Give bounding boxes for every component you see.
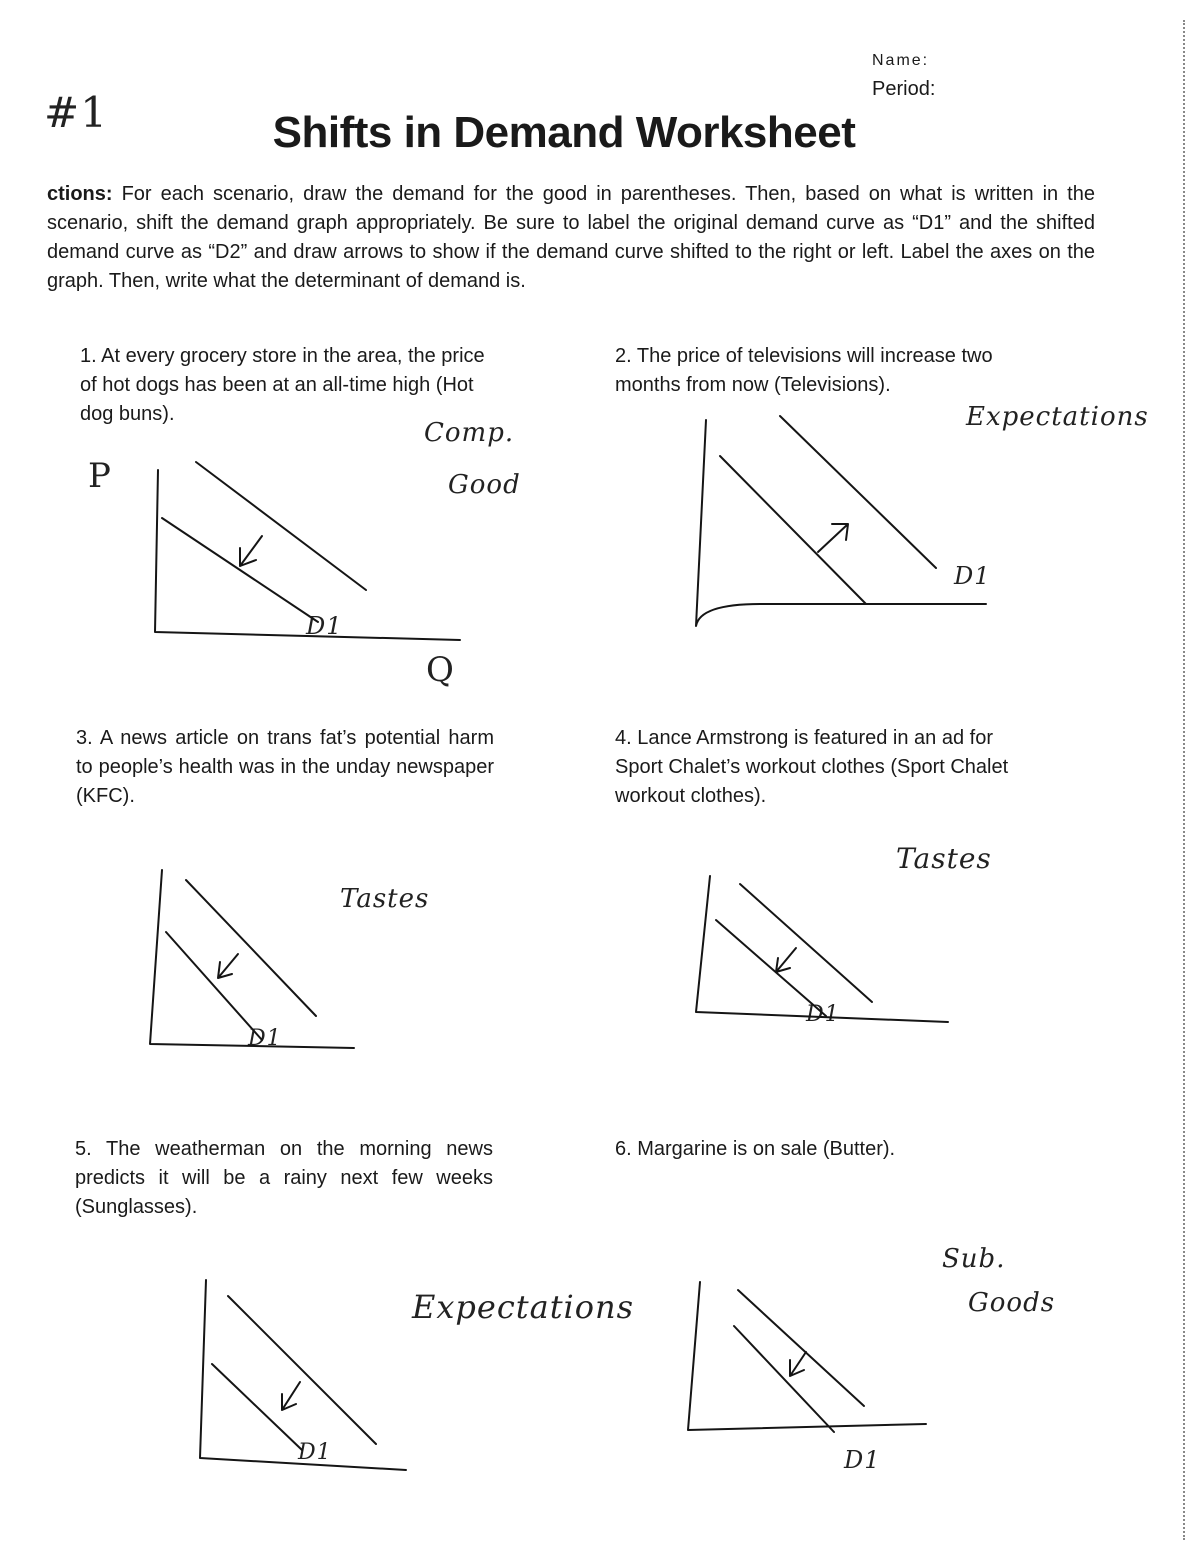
graph-6-curve-d1	[738, 1290, 864, 1406]
answer-6-line1: Sub.	[942, 1244, 1006, 1274]
handwritten-number: #1	[44, 88, 108, 137]
curve-label-5: D1	[298, 1440, 332, 1465]
period-label: Period:	[872, 78, 936, 100]
graph-1-shift-arrow	[240, 536, 262, 566]
graph-2-shift-arrow	[818, 524, 848, 552]
graph-3-curve-d2	[166, 932, 262, 1040]
graph-4-curve-d1	[740, 884, 872, 1002]
graph-1-curve-d1	[196, 462, 366, 590]
question-5: 5. The weatherman on the morning news predicts it will be a rainy next few weeks (Sunglasses).	[75, 1138, 493, 1218]
graph-1-curve-d2	[162, 518, 318, 622]
graph-6-axes	[688, 1282, 926, 1430]
graph-5-axes	[200, 1280, 406, 1470]
curve-label-3: D1	[248, 1026, 282, 1051]
graph-4	[696, 876, 948, 1022]
answer-3: Tastes	[340, 884, 430, 914]
graph-6-curve-d2	[734, 1326, 834, 1432]
answer-1-line1: Comp.	[424, 418, 515, 448]
axis-q-label: Q	[426, 650, 455, 690]
curve-label-6: D1	[844, 1446, 881, 1474]
graph-6-shift-arrow	[790, 1352, 806, 1376]
axis-p-label: P	[88, 456, 112, 496]
question-6: 6. Margarine is on sale (Butter).	[615, 1138, 896, 1160]
graph-4-curve-d2	[716, 920, 826, 1016]
graph-1	[155, 462, 460, 640]
answer-6-line2: Goods	[968, 1288, 1056, 1318]
question-2: 2. The price of televisions will increase two months from now (Televisions).	[615, 345, 993, 396]
graph-2	[696, 416, 986, 626]
graph-5-shift-arrow	[282, 1382, 300, 1410]
curve-label-4: D1	[806, 1002, 840, 1027]
question-4: 4. Lance Armstrong is featured in an ad for Sport Chalet’s workout clothes (Sport Chalet workout clothes).	[615, 727, 1009, 807]
graph-3-shift-arrow	[218, 954, 238, 978]
curve-label-2: D1	[954, 562, 991, 590]
question-1: 1. At every grocery store in the area, the price of hot dogs has been at an all-time high (Hot dog buns).	[80, 345, 485, 425]
answer-4: Tastes	[896, 842, 992, 875]
graph-3	[150, 870, 354, 1048]
graph-4-axes	[696, 876, 948, 1022]
answer-2: Expectations	[966, 402, 1149, 432]
graph-3-curve-d1	[186, 880, 316, 1016]
question-3: 3. A news article on trans fat’s potential harm to people’s health was in the unday newspaper (KFC).	[76, 727, 494, 807]
graph-6	[688, 1282, 926, 1432]
curve-label-1: D1	[306, 612, 343, 640]
answer-1-line2: Good	[448, 470, 521, 500]
graph-4-shift-arrow	[776, 948, 796, 972]
directions-label: ctions:	[47, 183, 113, 205]
graph-3-axes	[150, 870, 354, 1048]
name-label: Name:	[872, 52, 930, 69]
graph-5	[200, 1280, 406, 1470]
graph-5-curve-d1	[228, 1296, 376, 1444]
graph-2-curve-d2	[780, 416, 936, 568]
answer-5: Expectations	[412, 1288, 635, 1326]
directions-text: For each scenario, draw the demand for the good in parentheses. Then, based on what is written in the scenario, shift the demand graph appropriately. Be sure to label the original demand curve as “D1” and the shifted demand curve as “D2” and draw arrows to show if the demand curve shifted to the right or left. Label the axes on the graph. Then, write what the determinant of demand is.	[47, 183, 1095, 292]
page-title: Shifts in Demand Worksheet	[272, 108, 856, 157]
